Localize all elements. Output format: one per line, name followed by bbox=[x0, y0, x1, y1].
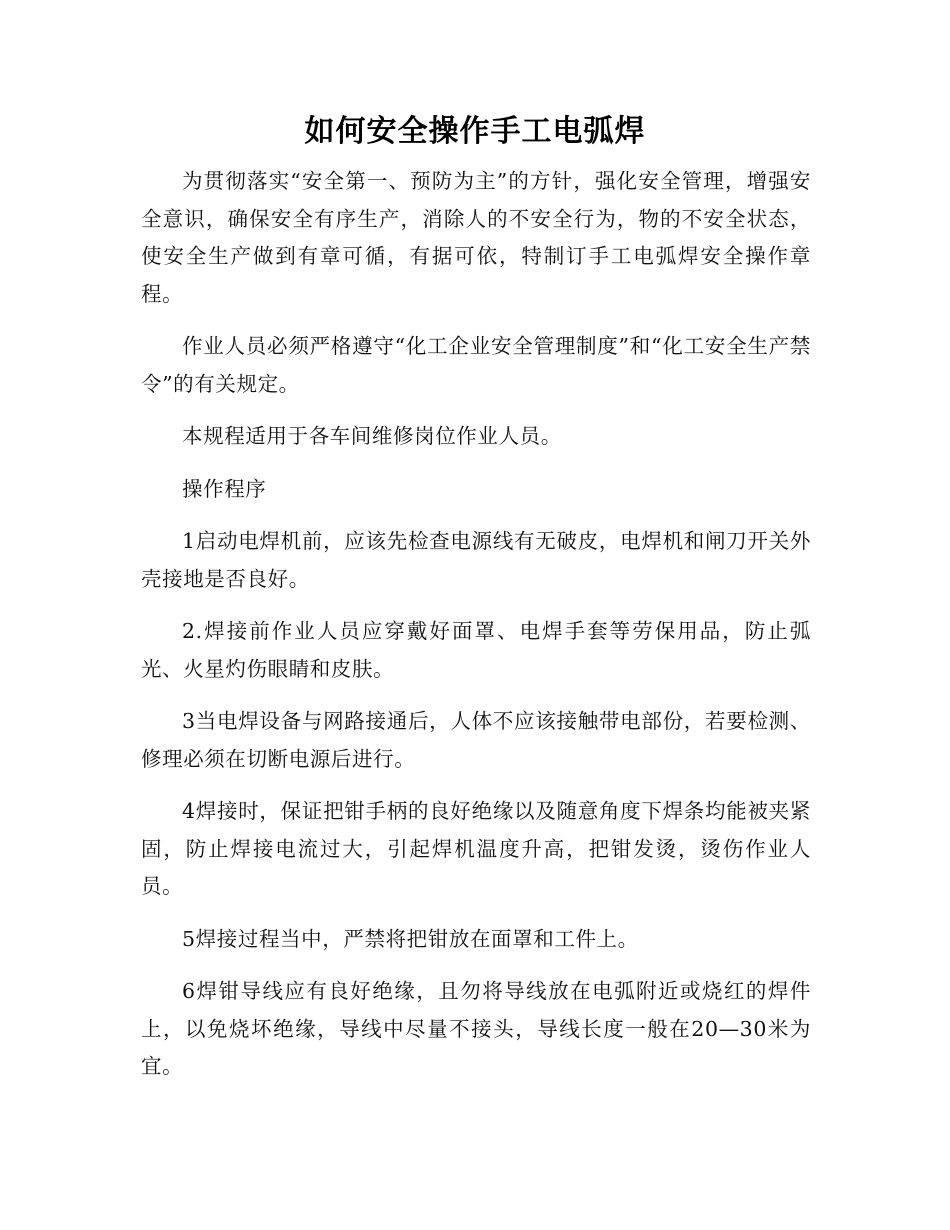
procedure-step-5: 5焊接过程当中，严禁将把钳放在面罩和工件上。 bbox=[182, 926, 639, 951]
section-heading-procedure: 操作程序 bbox=[182, 476, 267, 501]
document-title: 如何安全操作手工电弧焊 bbox=[304, 114, 646, 149]
procedure-step-1: 1启动电焊机前，应该先检查电源线有无破皮，电焊机和闸刀开关外壳接地是否良好。 bbox=[141, 529, 811, 591]
procedure-step-3: 3当电焊设备与网路接通后，人体不应该接触带电部份，若要检测、修理必须在切断电源后进行。 bbox=[141, 709, 811, 771]
document-body bbox=[141, 163, 811, 1101]
procedure-step-2: 2.焊接前作业人员应穿戴好面罩、电焊手套等劳保用品，防止弧光、火星灼伤眼睛和皮肤。 bbox=[141, 619, 811, 681]
procedure-step-4: 4焊接时，保证把钳手柄的良好绝缘以及随意角度下焊条均能被夹紧固，防止焊接电流过大，引起焊机温度升高，把钳发烫，烫伤作业人员。 bbox=[141, 799, 811, 898]
paragraph-compliance: 作业人员必须严格遵守“化工企业安全管理制度”和“化工安全生产禁令”的有关规定。 bbox=[141, 334, 811, 396]
paragraph-intro: 为贯彻落实“安全第一、预防为主”的方针，强化安全管理，增强安全意识，确保安全有序生产，消除人的不安全行为，物的不安全状态，使安全生产做到有章可循，有据可依，特制订手工电弧焊安全操作章程。 bbox=[141, 169, 811, 306]
procedure-step-6: 6焊钳导线应有良好绝缘，且勿将导线放在电弧附近或烧红的焊件上，以免烧坏绝缘，导线中尽量不接头，导线长度一般在20—30米为宜。 bbox=[141, 979, 811, 1078]
paragraph-scope: 本规程适用于各车间维修岗位作业人员。 bbox=[182, 424, 562, 448]
